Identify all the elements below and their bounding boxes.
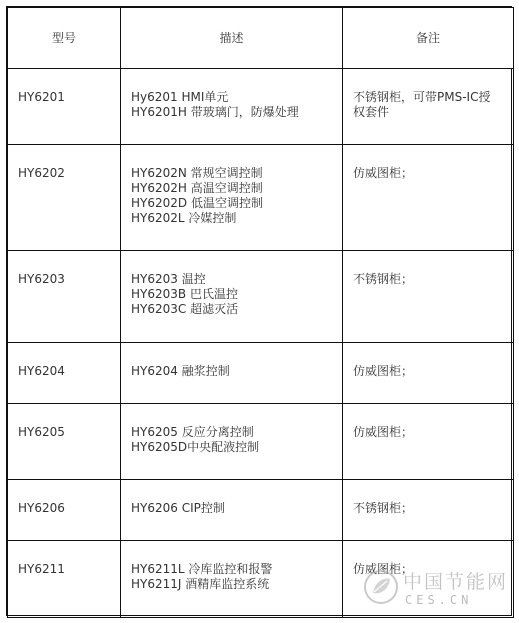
product-table-container [6, 6, 512, 616]
header-model: 型号 [8, 8, 121, 69]
model-cell [8, 404, 121, 480]
description-line: HY6202D 低温空调控制 [131, 196, 263, 210]
note-cell [343, 69, 514, 145]
model-text: HY6202 [18, 166, 65, 180]
table-row [8, 251, 514, 343]
model-cell [8, 145, 121, 251]
header-description: 描述 [121, 8, 343, 69]
description-cell [121, 404, 343, 480]
model-text: HY6205 [18, 425, 65, 439]
note-text: 不锈钢柜； [353, 501, 414, 515]
note-cell [343, 480, 514, 541]
note-cell [343, 251, 514, 343]
description-cell [121, 69, 343, 145]
model-text: HY6206 [18, 501, 65, 515]
description-cell [121, 343, 343, 404]
note-text: 不锈钢柜，可带PMS-IC授权套件 [353, 90, 491, 119]
description-line: HY6206 CIP控制 [131, 501, 225, 515]
table-row [8, 404, 514, 480]
model-cell [8, 69, 121, 145]
description-cell [121, 541, 343, 618]
description-cell [121, 480, 343, 541]
note-text: 不锈钢柜； [353, 272, 414, 286]
table-row [8, 69, 514, 145]
description-line: HY6202L 冷媒控制 [131, 211, 237, 225]
note-cell [343, 404, 514, 480]
model-cell [8, 343, 121, 404]
model-cell [8, 251, 121, 343]
watermark-domain: CES.CN [405, 593, 473, 607]
description-line: HY6203 温控 [131, 272, 206, 286]
description-line: HY6205 反应分离控制 [131, 425, 254, 439]
description-line: HY6203C 超滤灭活 [131, 302, 239, 316]
note-cell [343, 343, 514, 404]
description-cell [121, 145, 343, 251]
model-text: HY6211 [18, 562, 65, 576]
table-header-row [8, 8, 514, 69]
note-text: 仿威图柜； [353, 166, 414, 180]
model-text: HY6201 [18, 90, 65, 104]
description-line: HY6203B 巴氏温控 [131, 287, 238, 301]
description-line: HY6204 融浆控制 [131, 364, 230, 378]
table-row [8, 145, 514, 251]
description-line: HY6201H 带玻璃门，防爆处理 [131, 105, 299, 119]
description-line: HY6211J 酒精库监控系统 [131, 577, 270, 591]
watermark-name: 中国节能网 [403, 571, 509, 593]
model-cell [8, 480, 121, 541]
table-row [8, 343, 514, 404]
description-line: HY6205D中央配液控制 [131, 440, 260, 454]
description-line: Hy6201 HMI单元 [131, 90, 229, 104]
model-text: HY6204 [18, 364, 65, 378]
header-note: 备注 [343, 8, 514, 69]
note-cell [343, 145, 514, 251]
model-cell [8, 541, 121, 618]
model-text: HY6203 [18, 272, 65, 286]
note-text: 仿威图柜； [353, 364, 414, 378]
description-line: HY6211L 冷库监控和报警 [131, 562, 273, 576]
description-cell [121, 251, 343, 343]
table-row [8, 541, 514, 618]
description-line: HY6202N 常规空调控制 [131, 166, 263, 180]
product-table [7, 7, 514, 618]
note-text: 仿威图柜； [353, 425, 414, 439]
table-row [8, 480, 514, 541]
note-text: 仿威图柜； [353, 562, 414, 576]
description-line: HY6202H 高温空调控制 [131, 181, 263, 195]
note-cell [343, 541, 514, 618]
